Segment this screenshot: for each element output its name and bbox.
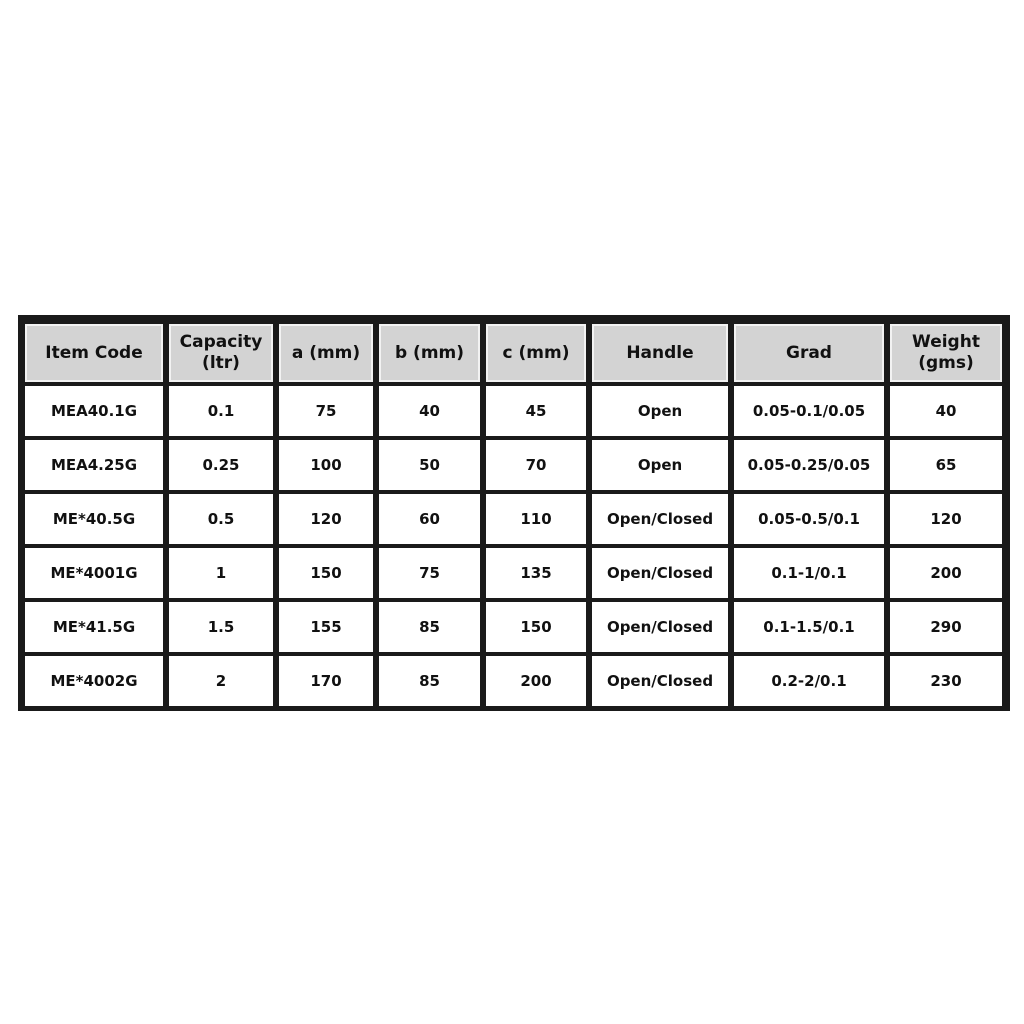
cell-a-mm: 120	[279, 494, 373, 544]
cell-grad: 0.1-1/0.1	[734, 548, 884, 598]
cell-capacity: 0.1	[169, 386, 273, 436]
cell-b-mm: 75	[379, 548, 480, 598]
cell-a-mm: 150	[279, 548, 373, 598]
spec-table	[18, 315, 1010, 711]
cell-item-code: MEA40.1G	[25, 386, 163, 436]
cell-grad: 0.05-0.5/0.1	[734, 494, 884, 544]
cell-c-mm: 110	[486, 494, 586, 544]
header-label: c (mm)	[502, 342, 570, 363]
cell-handle: Open/Closed	[592, 548, 728, 598]
cell-c-mm: 150	[486, 602, 586, 652]
cell-b-mm: 60	[379, 494, 480, 544]
header-item-code	[25, 324, 163, 382]
header-label: b (mm)	[394, 342, 465, 363]
cell-capacity: 0.25	[169, 440, 273, 490]
cell-c-mm: 45	[486, 386, 586, 436]
header-label: a (mm)	[291, 342, 361, 363]
cell-item-code: ME*4002G	[25, 656, 163, 706]
cell-weight: 230	[890, 656, 1002, 706]
header-b-mm	[379, 324, 480, 382]
cell-b-mm: 50	[379, 440, 480, 490]
cell-c-mm: 200	[486, 656, 586, 706]
header-capacity	[169, 324, 273, 382]
cell-grad: 0.1-1.5/0.1	[734, 602, 884, 652]
cell-handle: Open/Closed	[592, 656, 728, 706]
cell-handle: Open/Closed	[592, 494, 728, 544]
cell-b-mm: 85	[379, 602, 480, 652]
cell-grad: 0.05-0.25/0.05	[734, 440, 884, 490]
cell-a-mm: 170	[279, 656, 373, 706]
cell-capacity: 1.5	[169, 602, 273, 652]
cell-item-code: ME*40.5G	[25, 494, 163, 544]
cell-weight: 120	[890, 494, 1002, 544]
header-grad	[734, 324, 884, 382]
cell-grad: 0.2-2/0.1	[734, 656, 884, 706]
cell-capacity: 0.5	[169, 494, 273, 544]
header-handle	[592, 324, 728, 382]
cell-b-mm: 40	[379, 386, 480, 436]
cell-c-mm: 70	[486, 440, 586, 490]
header-label: Item Code	[45, 342, 143, 363]
cell-weight: 200	[890, 548, 1002, 598]
cell-item-code: ME*41.5G	[25, 602, 163, 652]
cell-weight: 65	[890, 440, 1002, 490]
header-label: Grad	[786, 342, 832, 363]
cell-capacity: 2	[169, 656, 273, 706]
cell-item-code: MEA4.25G	[25, 440, 163, 490]
header-a-mm	[279, 324, 373, 382]
cell-handle: Open	[592, 386, 728, 436]
cell-b-mm: 85	[379, 656, 480, 706]
cell-handle: Open/Closed	[592, 602, 728, 652]
cell-grad: 0.05-0.1/0.05	[734, 386, 884, 436]
cell-capacity: 1	[169, 548, 273, 598]
cell-weight: 290	[890, 602, 1002, 652]
header-weight	[890, 324, 1002, 382]
header-label: Weight (gms)	[912, 332, 980, 373]
cell-weight: 40	[890, 386, 1002, 436]
cell-handle: Open	[592, 440, 728, 490]
cell-a-mm: 155	[279, 602, 373, 652]
cell-a-mm: 75	[279, 386, 373, 436]
cell-item-code: ME*4001G	[25, 548, 163, 598]
header-c-mm	[486, 324, 586, 382]
spec-grid	[25, 324, 1002, 707]
cell-c-mm: 135	[486, 548, 586, 598]
cell-a-mm: 100	[279, 440, 373, 490]
header-label: Capacity (ltr)	[179, 332, 263, 373]
header-label: Handle	[626, 342, 694, 363]
